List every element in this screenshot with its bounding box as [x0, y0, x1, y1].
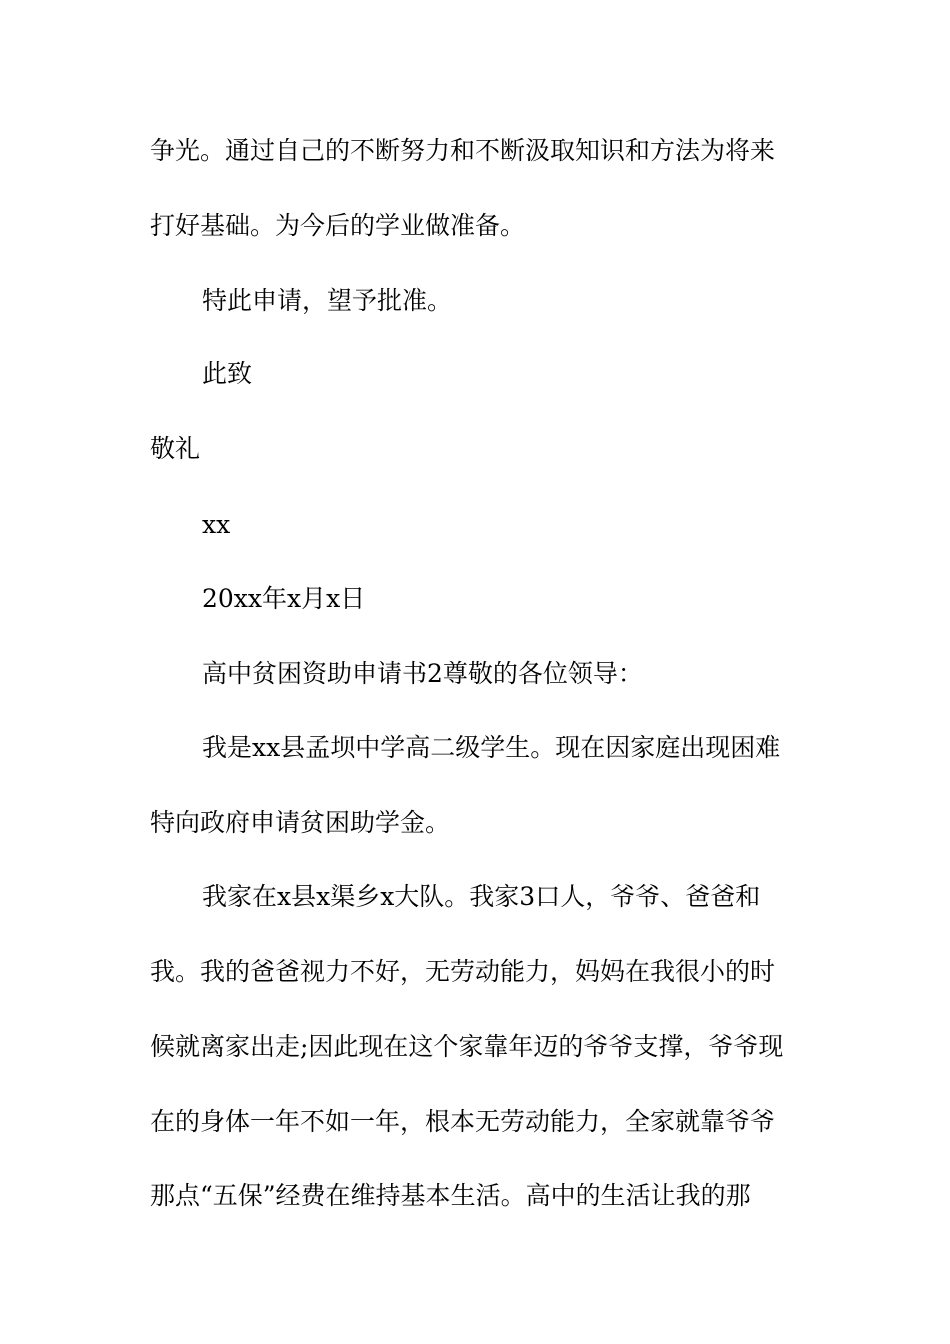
text-line: 特向政府申请贫困助学金。: [150, 808, 451, 837]
closing-regards: 敬礼: [150, 434, 201, 463]
text-line: 打好基础。为今后的学业做准备。: [150, 211, 526, 240]
text-line: 我家在x县x渠乡x大队。我家3口人，爷爷、爸爸和: [202, 882, 761, 911]
text-line: 候就离家出走;因此现在这个家靠年迈的爷爷支撑，爷爷现: [150, 1032, 784, 1061]
text-line: 我。我的爸爸视力不好，无劳动能力，妈妈在我很小的时: [150, 957, 776, 986]
text-line: 那点“五保”经费在维持基本生活。高中的生活让我的那: [150, 1181, 751, 1210]
text-line: 特此申请，望予批准。: [202, 286, 453, 315]
section-heading: 高中贫困资助申请书2尊敬的各位领导：: [202, 659, 643, 688]
signature-name: xx: [202, 510, 231, 539]
text-line: 争光。通过自己的不断努力和不断汲取知识和方法为将来: [150, 136, 776, 165]
text-line: 在的身体一年不如一年，根本无劳动能力，全家就靠爷爷: [150, 1107, 776, 1136]
text-line: 我是xx县孟坝中学高二级学生。现在因家庭出现困难: [202, 733, 781, 762]
closing-salutation: 此致: [202, 359, 253, 388]
signature-date: 20xx年x月x日: [202, 584, 366, 613]
